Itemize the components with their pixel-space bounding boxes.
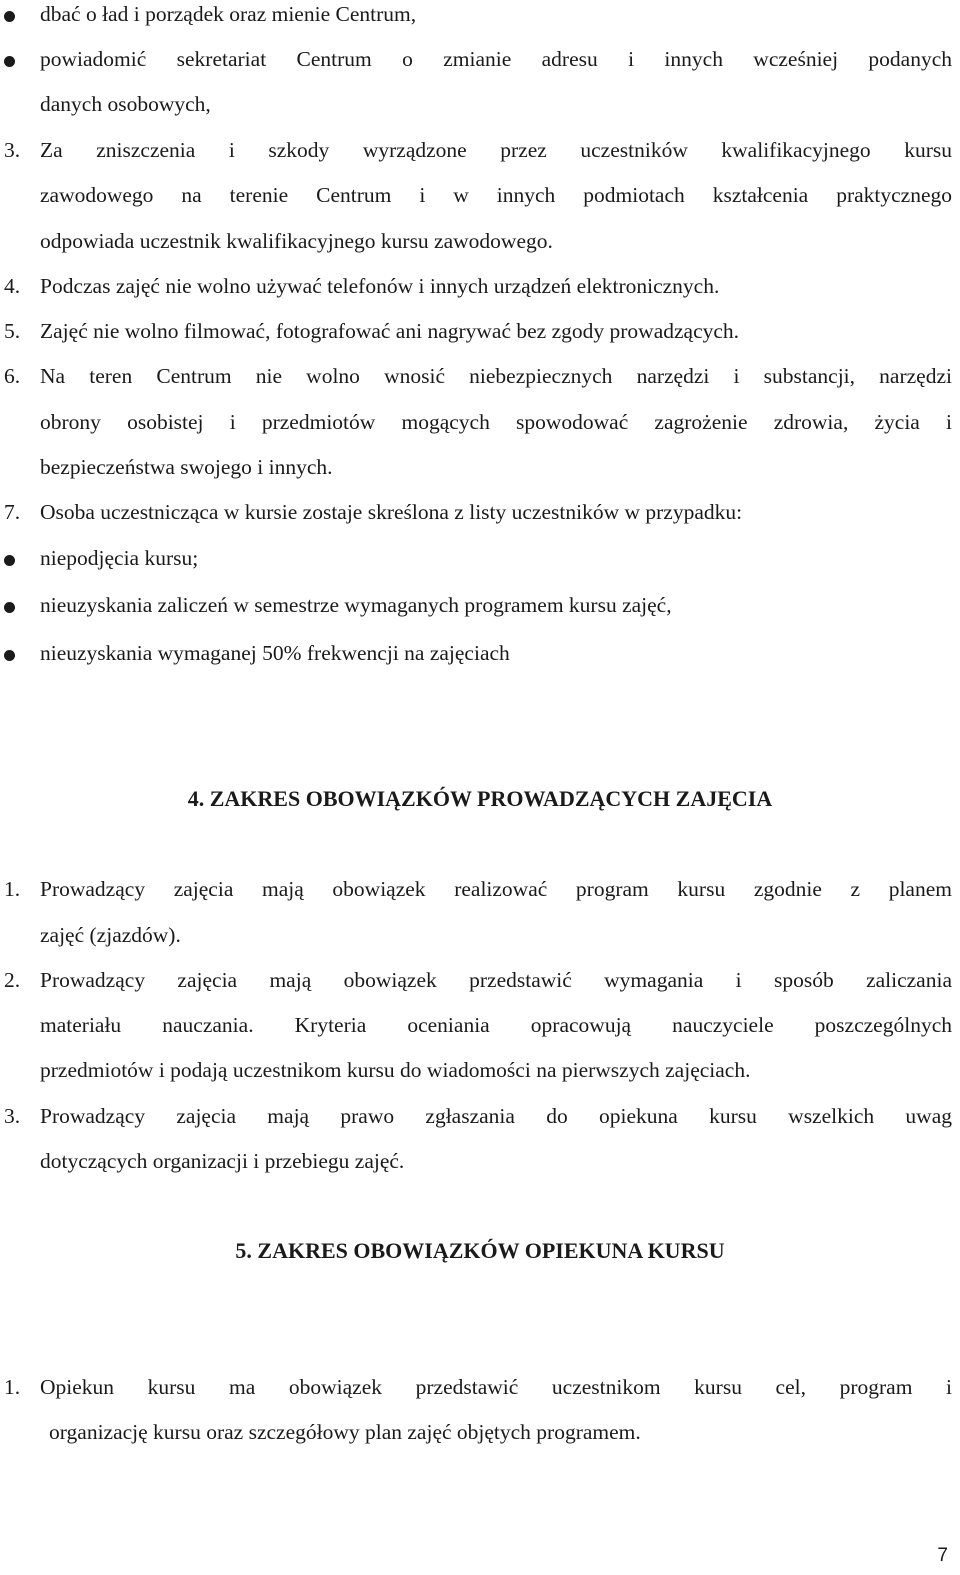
duty-text: Prowadzący zajęcia mają obowiązek przedstawić wymagania i sposób zaliczania — [40, 968, 952, 992]
rule-text: bezpieczeństwa swojego i innych. — [40, 455, 333, 479]
bullet-text: danych osobowych, — [40, 92, 211, 116]
bullet-icon — [4, 555, 15, 566]
duty-text: dotyczących organizacji i przebiegu zajęć. — [40, 1149, 405, 1173]
duty-text: przedmiotów i podają uczestnikom kursu do wiadomości na pierwszych zajęciach. — [40, 1058, 751, 1082]
duty-text: Opiekun kursu ma obowiązek przedstawić uczestnikom kursu cel, program i — [40, 1375, 952, 1399]
rule-text: Za zniszczenia i szkody wyrządzone przez uczestników kwalifikacyjnego kursu — [40, 138, 952, 162]
duty-number: 1. — [4, 1375, 21, 1399]
rule-text: Na teren Centrum nie wolno wnosić niebezpiecznych narzędzi i substancji, narzędzi — [40, 364, 952, 388]
rule-text: odpowiada uczestnik kwalifikacyjnego kursu zawodowego. — [40, 229, 553, 253]
rule-number: 5. — [4, 319, 21, 343]
duty-number: 2. — [4, 968, 21, 992]
rule-text: zawodowego na terenie Centrum i w innych podmiotach kształcenia praktycznego — [40, 183, 952, 207]
rule-text: obrony osobistej i przedmiotów mogących spowodować zagrożenie zdrowia, życia i — [40, 410, 952, 434]
duty-text: materiału nauczania. Kryteria oceniania opracowują nauczyciele poszczególnych — [40, 1013, 952, 1037]
duty-number: 3. — [4, 1104, 21, 1128]
duty-number: 1. — [4, 877, 21, 901]
bullet-icon — [4, 56, 15, 67]
bullet-text: nieuzyskania zaliczeń w semestrze wymaganych programem kursu zajęć, — [40, 593, 672, 617]
section-heading: 5. ZAKRES OBOWIĄZKÓW OPIEKUNA KURSU — [235, 1238, 725, 1263]
bullet-icon — [4, 602, 15, 613]
bullet-text: powiadomić sekretariat Centrum o zmianie adresu i innych wcześniej podanych — [40, 47, 952, 71]
bullet-text: niepodjęcia kursu; — [40, 546, 199, 570]
duty-text: organizację kursu oraz szczegółowy plan zajęć objętych programem. — [49, 1420, 641, 1444]
duty-text: Prowadzący zajęcia mają prawo zgłaszania do opiekuna kursu wszelkich uwag — [40, 1104, 952, 1128]
duty-text: Prowadzący zajęcia mają obowiązek realizować program kursu zgodnie z planem — [40, 877, 952, 901]
rule-number: 4. — [4, 274, 21, 298]
duty-text: zajęć (zjazdów). — [40, 923, 181, 947]
rule-text: Zajęć nie wolno filmować, fotografować ani nagrywać bez zgody prowadzących. — [40, 319, 740, 343]
rule-number: 3. — [4, 138, 21, 162]
bullet-icon — [4, 650, 15, 661]
bullet-text: nieuzyskania wymaganej 50% frekwencji na zajęciach — [40, 641, 510, 665]
section-heading: 4. ZAKRES OBOWIĄZKÓW PROWADZĄCYCH ZAJĘCIA — [187, 786, 773, 811]
rule-number: 7. — [4, 500, 21, 524]
rule-text: Osoba uczestnicząca w kursie zostaje skreślona z listy uczestników w przypadku: — [40, 500, 743, 524]
rule-text: Podczas zajęć nie wolno używać telefonów i innych urządzeń elektronicznych. — [40, 274, 720, 298]
bullet-text: dbać o ład i porządek oraz mienie Centrum, — [40, 2, 417, 26]
bullet-icon — [4, 11, 15, 22]
page-number: 7 — [937, 1545, 948, 1566]
rule-number: 6. — [4, 364, 21, 388]
